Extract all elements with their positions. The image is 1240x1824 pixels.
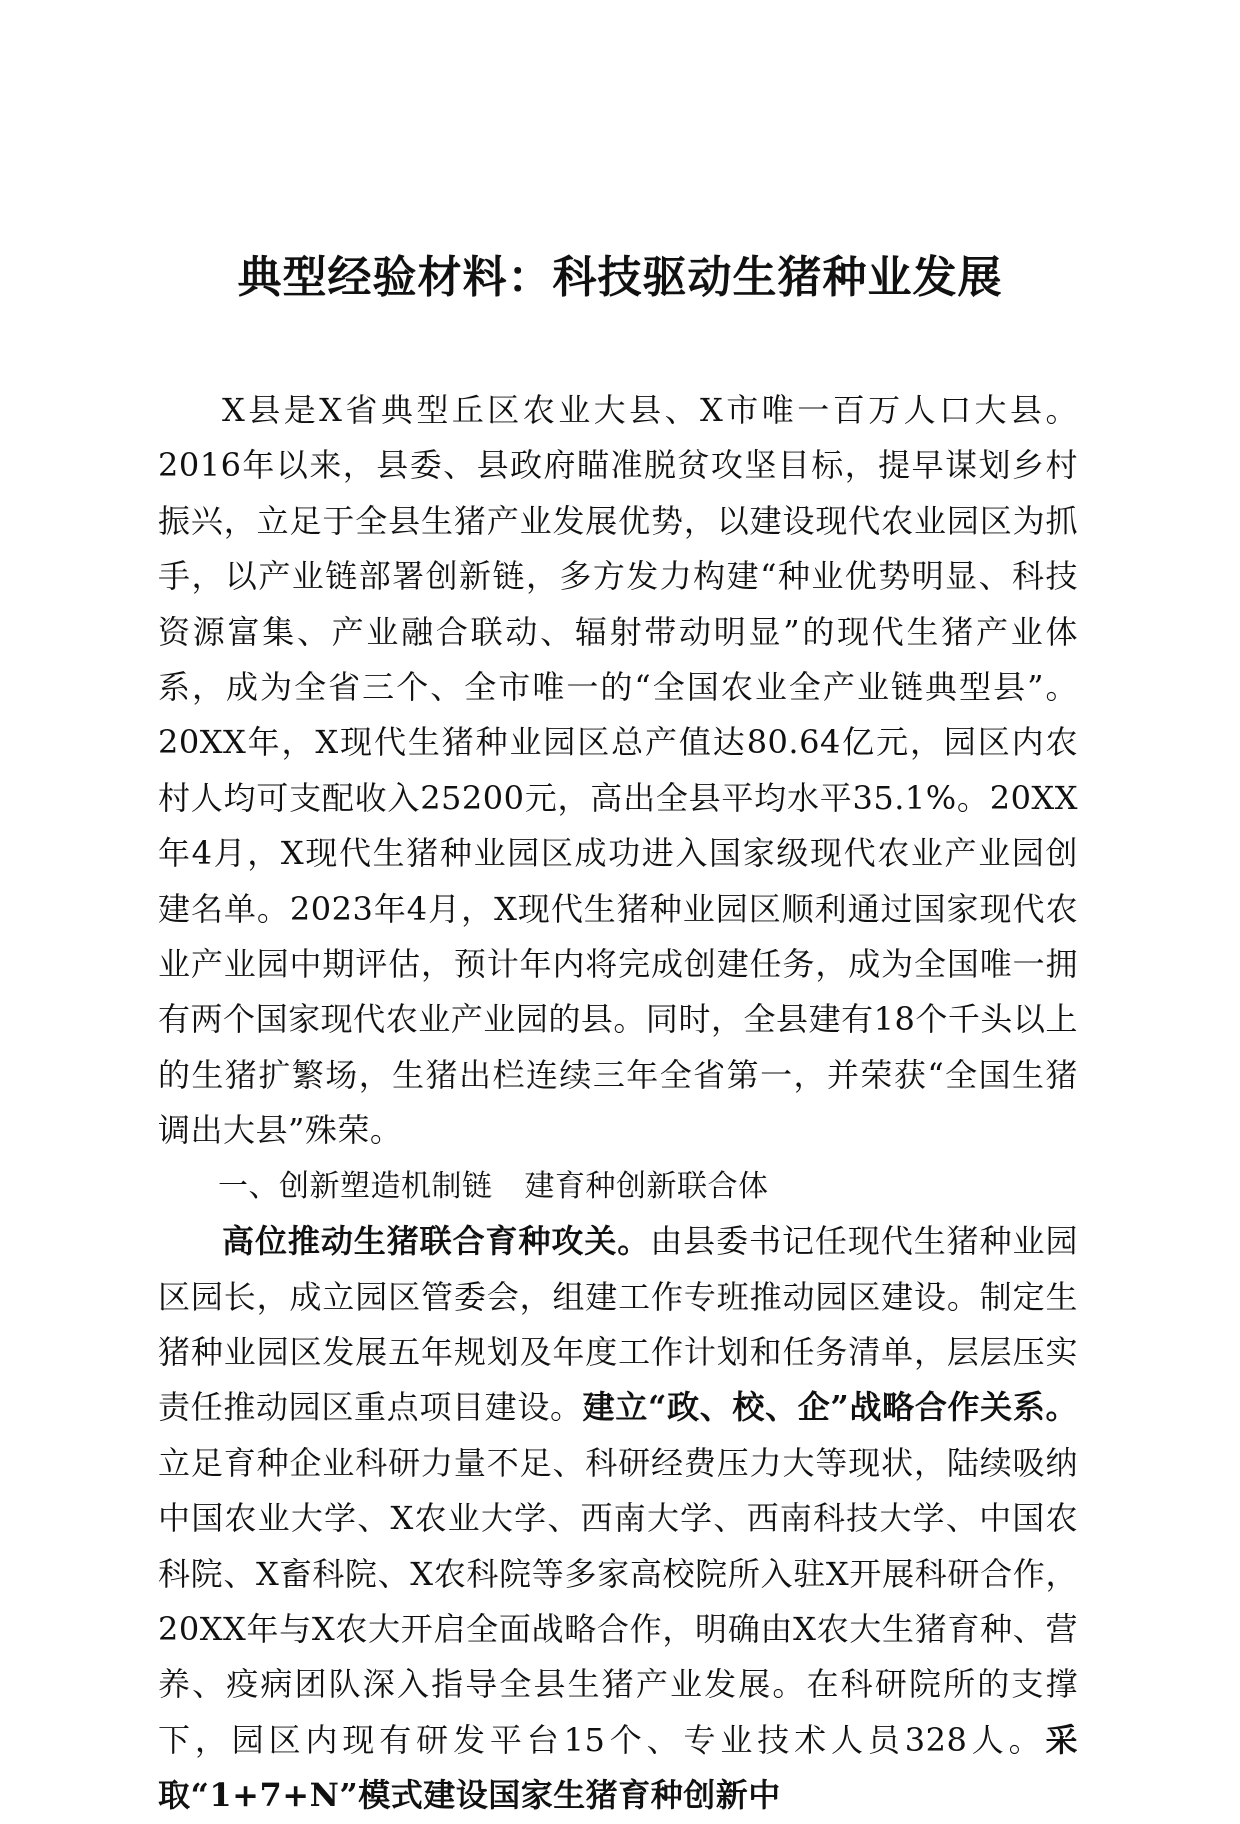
paragraph-text-2: 立足育种企业科研力量不足、科研经费压力大等现状，陆续吸纳中国农业大学、X农业大学、西南大学、西南科技大学、中国农科院、X畜科院、X农科院等多家高校院所入驻X开展科研合作，20XX年与X农大开启全面战略合作，明确由X农大生猪育种、营养、疫病团队深入指导全县生猪产业发展。在科研院所的支撑下，园区内现有研发平台15个、专业技术人员328人。 [158,1443,1078,1759]
section-heading-1-part2: 建育种创新联合体 [524,1168,769,1204]
paragraph-text-1: 由县委书记任现代生猪种业园区园长，成立园区管委会，组建工作专班推动园区建设。制定生猪种业园区发展五年规划及年度工作计划和任务清单，层层压实责任推动园区重点项目建设。 [158,1222,1078,1427]
section-heading-1-part1: 一、创新塑造机制链 [218,1168,493,1204]
intro-paragraph: X县是X省典型丘区农业大县、X市唯一百万人口大县。2016年以来，县委、县政府瞄准脱贫攻坚目标，提早谋划乡村振兴，立足于全县生猪产业发展优势，以建设现代农业园区为抓手，以产业链部署创新链，多方发力构建“种业优势明显、科技资源富集、产业融合联动、辐射带动明显”的现代生猪产业体系，成为全省三个、全市唯一的“全国农业全产业链典型县”。20XX年，X现代生猪种业园区总产值达80.64亿元，园区内农村人均可支配收入25200元，高出全县平均水平35.1%。20XX年4月，X现代生猪种业园区成功进入国家级现代农业产业园创建名单。2023年4月，X现代生猪种业园区顺利通过国家现代农业产业园中期评估，预计年内将完成创建任务，成为全国唯一拥有两个国家现代农业产业园的县。同时，全县建有18个千头以上的生猪扩繁场，生猪出栏连续三年全省第一，并荣获“全国生猪调出大县”殊荣。 [158,391,1078,1150]
document-body [158,383,1078,1824]
bold-lead-2: 建立“政、校、企”战略合作关系。 [582,1388,1078,1427]
section-heading-1 [158,1159,1078,1214]
bold-lead-3: 采取“1+7+N”模式建设国家生猪育种创新中 [158,1720,1078,1815]
bold-lead-1: 高位推动生猪联合育种攻关。 [222,1222,651,1261]
document-title: 典型经验材料：科技驱动生猪种业发展 [237,252,1003,303]
section-1-paragraph [158,1214,1078,1823]
